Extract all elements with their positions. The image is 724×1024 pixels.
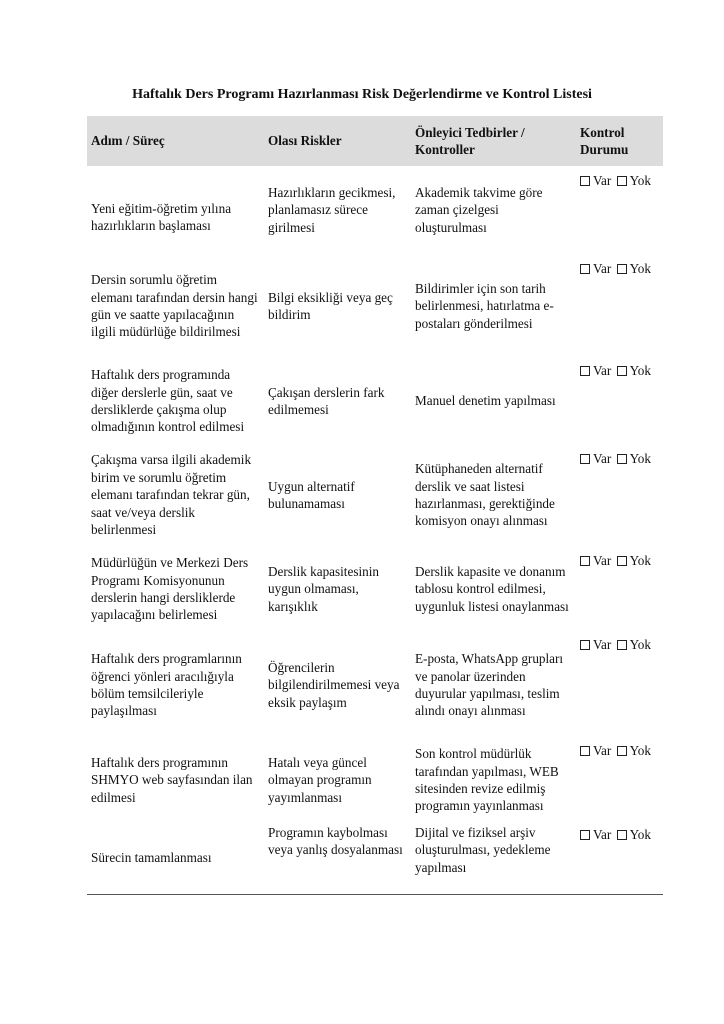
header-risks: Olası Riskler (264, 116, 411, 166)
checkbox-var-icon[interactable] (580, 556, 590, 566)
risk-cell: Derslik kapasitesinin uygun olmaması, karışıklık (268, 563, 379, 614)
table-row (87, 822, 663, 894)
measure-cell: E-posta, WhatsApp grupları ve panolar üzerinden duyurular yapılması, teslim alındı onayı alınması (415, 651, 564, 719)
table-row (87, 738, 663, 822)
table-row (87, 444, 663, 546)
risk-cell: Hazırlıkların gecikmesi, planlamasız sürece girilmesi (268, 184, 396, 235)
checkbox-yok-icon[interactable] (617, 830, 627, 840)
table-row (87, 546, 663, 632)
risk-cell: Programın kaybolması veya yanlış dosyalanması (264, 822, 411, 894)
checkbox-yok-icon[interactable] (617, 366, 627, 376)
risk-cell: Çakışan derslerin fark edilmemesi (268, 384, 385, 417)
step-cell: Müdürlüğün ve Merkezi Ders Programı Komisyonunun derslerin hangi dersliklerde yapılacağını belirlemesi (91, 555, 249, 623)
header-measures: Önleyici Tedbirler / Kontroller (411, 116, 576, 166)
status-cell (576, 358, 663, 444)
header-status: Kontrol Durumu (576, 116, 663, 166)
status-cell (576, 444, 663, 546)
option-yok-label: Yok (629, 637, 651, 652)
status-cell (576, 546, 663, 632)
step-cell: Sürecin tamamlanması (87, 822, 264, 894)
checkbox-var-icon[interactable] (580, 454, 590, 464)
risk-cell: Bilgi eksikliği veya geç bildirim (268, 289, 393, 322)
risk-cell: Öğrencilerin bilgilendirilmemesi veya eksik paylaşım (268, 659, 400, 710)
table-row (87, 254, 663, 358)
measure-cell: Derslik kapasite ve donanım tablosu kontrol edilmesi, uygunluk listesi onaylanması (415, 563, 569, 614)
measure-cell: Bildirimler için son tarih belirlenmesi, hatırlatma e-postaları gönderilmesi (415, 280, 554, 331)
measure-cell: Son kontrol müdürlük tarafından yapılması, WEB sitesinden revize edilmiş programın yayınlanması (415, 746, 559, 814)
table-header-row (87, 116, 663, 166)
option-var-label: Var (593, 363, 612, 378)
table-row (87, 358, 663, 444)
option-yok-label: Yok (629, 553, 651, 568)
option-var-label: Var (593, 827, 612, 842)
checkbox-yok-icon[interactable] (617, 746, 627, 756)
measure-cell: Akademik takvime göre zaman çizelgesi oluşturulması (415, 184, 543, 235)
step-cell: Çakışma varsa ilgili akademik birim ve sorumlu öğretim elemanı tarafından tekrar gün, saat ve/veya derslik belirlenmesi (91, 452, 252, 538)
checkbox-yok-icon[interactable] (617, 454, 627, 464)
checkbox-yok-icon[interactable] (617, 264, 627, 274)
measure-cell: Manuel denetim yapılması (415, 393, 556, 409)
checkbox-yok-icon[interactable] (617, 176, 627, 186)
checkbox-var-icon[interactable] (580, 640, 590, 650)
option-yok-label: Yok (629, 363, 651, 378)
checkbox-var-icon[interactable] (580, 264, 590, 274)
risk-checklist-table (87, 116, 663, 895)
option-yok-label: Yok (629, 261, 651, 276)
checkbox-yok-icon[interactable] (617, 556, 627, 566)
step-cell: Dersin sorumlu öğretim elemanı tarafından dersin hangi gün ve saatte yapılacağının ilgili müdürlüğe bildirilmesi (91, 272, 258, 340)
table-row (87, 166, 663, 254)
option-var-label: Var (593, 173, 612, 188)
header-step: Adım / Süreç (87, 116, 264, 166)
status-cell (576, 632, 663, 738)
document-title: Haftalık Ders Programı Hazırlanması Risk Değerlendirme ve Kontrol Listesi (132, 87, 592, 102)
checkbox-yok-icon[interactable] (617, 640, 627, 650)
step-cell: Haftalık ders programlarının öğrenci yönleri aracılığıyla bölüm temsilcileriyle paylaşılması (91, 651, 242, 719)
risk-cell: Uygun alternatif bulunamaması (268, 478, 355, 511)
checkbox-var-icon[interactable] (580, 366, 590, 376)
status-cell (576, 738, 663, 822)
option-var-label: Var (593, 637, 612, 652)
measure-cell: Kütüphaneden alternatif derslik ve saat listesi hazırlanması, gerektiğinde komisyon onayı alınması (415, 461, 555, 529)
option-yok-label: Yok (629, 451, 651, 466)
option-var-label: Var (593, 261, 612, 276)
step-cell: Haftalık ders programında diğer derslerle gün, saat ve dersliklerde çakışma olup olmadığının kontrol edilmesi (91, 367, 245, 435)
status-cell (576, 822, 663, 894)
step-cell: Haftalık ders programının SHMYO web sayfasından ilan edilmesi (91, 754, 253, 805)
measure-cell: Dijital ve fiziksel arşiv oluşturulması, yedekleme yapılması (411, 822, 576, 894)
option-yok-label: Yok (629, 827, 651, 842)
checkbox-var-icon[interactable] (580, 746, 590, 756)
checkbox-var-icon[interactable] (580, 176, 590, 186)
checkbox-var-icon[interactable] (580, 830, 590, 840)
status-cell (576, 166, 663, 254)
step-cell: Yeni eğitim-öğretim yılına hazırlıkların başlaması (91, 200, 232, 233)
option-yok-label: Yok (629, 173, 651, 188)
table-row (87, 632, 663, 738)
status-cell (576, 254, 663, 358)
option-var-label: Var (593, 743, 612, 758)
option-var-label: Var (593, 553, 612, 568)
option-var-label: Var (593, 451, 612, 466)
risk-cell: Hatalı veya güncel olmayan programın yayımlanması (268, 754, 372, 805)
option-yok-label: Yok (629, 743, 651, 758)
